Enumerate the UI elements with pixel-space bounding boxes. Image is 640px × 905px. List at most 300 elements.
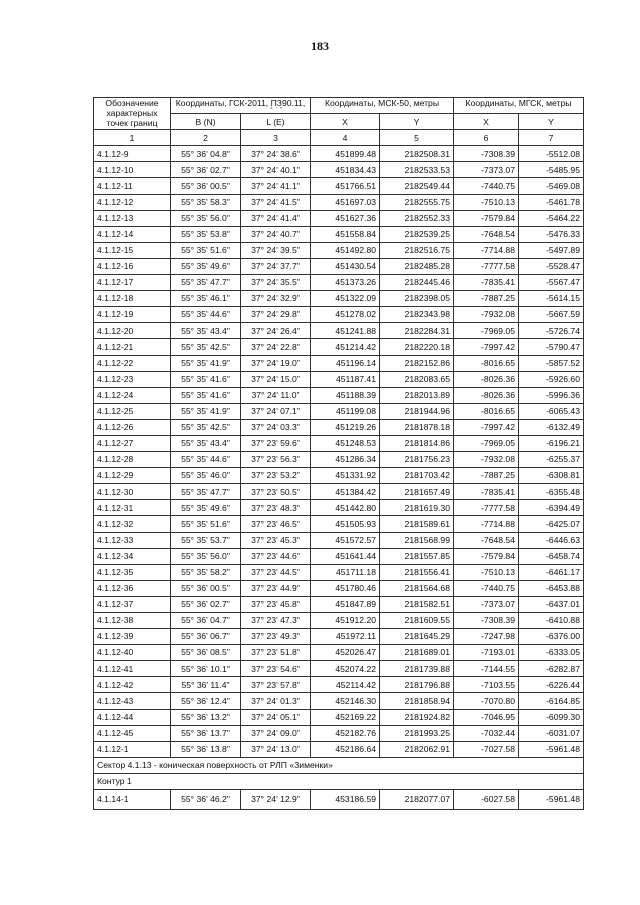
mgsk-x: -6027.58: [454, 790, 519, 810]
latitude-b: 55° 35' 41.6": [171, 387, 241, 403]
point-id: 4.1.12-41: [94, 661, 171, 677]
table-row: [94, 516, 584, 532]
msk-y: 2181619.30: [380, 500, 454, 516]
point-id: 4.1.12-14: [94, 226, 171, 242]
longitude-l: 37° 24' 41.4": [241, 210, 311, 226]
longitude-l: 37° 24' 41.5": [241, 194, 311, 210]
mgsk-x: -7510.13: [454, 564, 519, 580]
latitude-b: 55° 35' 44.6": [171, 452, 241, 468]
msk-x: 451505.93: [311, 516, 380, 532]
point-id: 4.1.12-24: [94, 387, 171, 403]
msk-x: 452026.47: [311, 645, 380, 661]
longitude-l: 37° 24' 41.1": [241, 178, 311, 194]
msk-y: 2181739.88: [380, 661, 454, 677]
msk-y: 2181703.42: [380, 468, 454, 484]
msk-x: 451248.53: [311, 435, 380, 451]
page-number: 183: [311, 39, 329, 53]
point-id: 4.1.12-30: [94, 484, 171, 500]
msk-y: 2182445.46: [380, 275, 454, 291]
longitude-l: 37° 23' 59.6": [241, 435, 311, 451]
header-num-7: 7: [519, 130, 584, 146]
latitude-b: 55° 35' 42.5": [171, 339, 241, 355]
longitude-l: 37° 24' 29.8": [241, 307, 311, 323]
mgsk-x: -7969.05: [454, 323, 519, 339]
mgsk-x: -7070.80: [454, 693, 519, 709]
table-row: [94, 596, 584, 612]
longitude-l: 37° 24' 15.0": [241, 371, 311, 387]
table-row: [94, 725, 584, 741]
point-id: 4.1.12-33: [94, 532, 171, 548]
latitude-b: 55° 36' 13.7": [171, 725, 241, 741]
longitude-l: 37° 24' 07.1": [241, 403, 311, 419]
msk-y: 2181557.85: [380, 548, 454, 564]
latitude-b: 55° 36' 10.1": [171, 661, 241, 677]
msk-x: 451847.89: [311, 596, 380, 612]
longitude-l: 37° 24' 19.0": [241, 355, 311, 371]
mgsk-x: -7579.84: [454, 548, 519, 564]
latitude-b: 55° 35' 46.1": [171, 291, 241, 307]
table-row: [94, 339, 584, 355]
latitude-b: 55° 35' 43.4": [171, 323, 241, 339]
table-row: [94, 532, 584, 548]
longitude-l: 37° 24' 35.5": [241, 275, 311, 291]
msk-y: 2182485.28: [380, 258, 454, 274]
latitude-b: 55° 35' 51.6": [171, 516, 241, 532]
msk-y: 2181657.49: [380, 484, 454, 500]
mgsk-y: -6394.49: [519, 500, 584, 516]
msk-y: 2182552.33: [380, 210, 454, 226]
msk-x: 451912.20: [311, 613, 380, 629]
msk-x: 451711.18: [311, 564, 380, 580]
mgsk-x: -7835.41: [454, 484, 519, 500]
latitude-b: 55° 35' 49.6": [171, 258, 241, 274]
mgsk-y: -6164.85: [519, 693, 584, 709]
header-gsk-coordinates: [171, 98, 311, 114]
table-row: [94, 484, 584, 500]
point-id: 4.1.12-19: [94, 307, 171, 323]
msk-y: 2181689.01: [380, 645, 454, 661]
msk-x: 451199.08: [311, 403, 380, 419]
mgsk-x: -8016.65: [454, 403, 519, 419]
msk-x: 451430.54: [311, 258, 380, 274]
mgsk-x: -8026.36: [454, 371, 519, 387]
latitude-b: 55° 35' 51.6": [171, 242, 241, 258]
mgsk-x: -7835.41: [454, 275, 519, 291]
mgsk-x: -7144.55: [454, 661, 519, 677]
table-header: [94, 98, 584, 146]
longitude-l: 37° 24' 38.6": [241, 146, 311, 162]
mgsk-x: -7714.88: [454, 242, 519, 258]
mgsk-y: -5464.22: [519, 210, 584, 226]
mgsk-y: -5726.74: [519, 323, 584, 339]
table-row: [94, 452, 584, 468]
mgsk-y: -6355.48: [519, 484, 584, 500]
table-row: [94, 677, 584, 693]
longitude-l: 37° 23' 54.6": [241, 661, 311, 677]
point-id: 4.1.12-23: [94, 371, 171, 387]
mgsk-x: -7027.58: [454, 741, 519, 757]
msk-y: 2181814.86: [380, 435, 454, 451]
table-row: [94, 741, 584, 757]
msk-x: 451384.42: [311, 484, 380, 500]
mgsk-y: -5567.47: [519, 275, 584, 291]
mgsk-x: -7648.54: [454, 226, 519, 242]
table-row: [94, 323, 584, 339]
point-id: 4.1.12-38: [94, 613, 171, 629]
longitude-l: 37° 24' 26.4": [241, 323, 311, 339]
longitude-l: 37° 24' 40.1": [241, 162, 311, 178]
msk-x: 451834.43: [311, 162, 380, 178]
longitude-l: 37° 23' 50.5": [241, 484, 311, 500]
msk-x: 451697.03: [311, 194, 380, 210]
msk-x: 451766.51: [311, 178, 380, 194]
msk-y: 2182062.91: [380, 741, 454, 757]
header-x-msk: X: [311, 114, 380, 130]
table-row: [94, 242, 584, 258]
header-num-3: 3: [241, 130, 311, 146]
msk-y: 2182077.07: [380, 790, 454, 810]
longitude-l: 37° 23' 44.5": [241, 564, 311, 580]
header-mgsk-coordinates: Координаты, МГСК, метры: [454, 98, 584, 114]
mgsk-y: -5528.47: [519, 258, 584, 274]
latitude-b: 55° 35' 53.8": [171, 226, 241, 242]
table-row: [94, 258, 584, 274]
table-row: [94, 403, 584, 419]
msk-y: 2181993.25: [380, 725, 454, 741]
mgsk-x: -7887.25: [454, 468, 519, 484]
header-gsk-units: ° ' ": [270, 107, 283, 113]
msk-y: 2181944.96: [380, 403, 454, 419]
msk-y: 2181756.23: [380, 452, 454, 468]
longitude-l: 37° 23' 51.8": [241, 645, 311, 661]
table-row: [94, 613, 584, 629]
table-row: [94, 371, 584, 387]
longitude-l: 37° 23' 46.5": [241, 516, 311, 532]
msk-y: 2182083.65: [380, 371, 454, 387]
mgsk-x: -7997.42: [454, 419, 519, 435]
latitude-b: 55° 35' 56.0": [171, 210, 241, 226]
header-y-mgsk: Y: [519, 114, 584, 130]
longitude-l: 37° 24' 22.8": [241, 339, 311, 355]
table-row: [94, 548, 584, 564]
msk-x: 451286.34: [311, 452, 380, 468]
msk-y: 2182284.31: [380, 323, 454, 339]
point-id: 4.1.12-37: [94, 596, 171, 612]
mgsk-x: -7373.07: [454, 596, 519, 612]
mgsk-x: -7579.84: [454, 210, 519, 226]
table-row: [94, 194, 584, 210]
table-row: [94, 291, 584, 307]
mgsk-y: -6099.30: [519, 709, 584, 725]
longitude-l: 37° 23' 53.2": [241, 468, 311, 484]
point-id: 4.1.12-29: [94, 468, 171, 484]
latitude-b: 55° 35' 41.9": [171, 355, 241, 371]
latitude-b: 55° 36' 13.2": [171, 709, 241, 725]
msk-y: 2182013.89: [380, 387, 454, 403]
header-point-designation: Обозначение характерных точек границ: [94, 98, 171, 130]
latitude-b: 55° 36' 06.7": [171, 629, 241, 645]
msk-y: 2182533.53: [380, 162, 454, 178]
latitude-b: 55° 36' 04.8": [171, 146, 241, 162]
point-id: 4.1.12-16: [94, 258, 171, 274]
sector-label: Сектор 4.1.13 - коническая поверхность от РЛП «Зименки»: [94, 757, 584, 773]
mgsk-y: -6461.17: [519, 564, 584, 580]
msk-x: 451187.41: [311, 371, 380, 387]
msk-x: 451373.26: [311, 275, 380, 291]
mgsk-y: -6376.00: [519, 629, 584, 645]
msk-x: 451322.09: [311, 291, 380, 307]
point-id: 4.1.12-45: [94, 725, 171, 741]
msk-x: 451331.92: [311, 468, 380, 484]
mgsk-x: -7932.08: [454, 452, 519, 468]
header-x-mgsk: X: [454, 114, 519, 130]
table-footer: [94, 757, 584, 809]
point-id: 4.1.12-15: [94, 242, 171, 258]
mgsk-x: -7510.13: [454, 194, 519, 210]
msk-x: 452182.76: [311, 725, 380, 741]
msk-y: 2181556.41: [380, 564, 454, 580]
point-id: 4.1.12-20: [94, 323, 171, 339]
point-id: 4.1.12-12: [94, 194, 171, 210]
mgsk-y: -5996.36: [519, 387, 584, 403]
table-row: [94, 661, 584, 677]
longitude-l: 37° 24' 11.0": [241, 387, 311, 403]
longitude-l: 37° 24' 39.5": [241, 242, 311, 258]
mgsk-y: -6132.49: [519, 419, 584, 435]
point-id: 4.1.14-1: [94, 790, 171, 810]
latitude-b: 55° 36' 00.5": [171, 580, 241, 596]
mgsk-x: -7997.42: [454, 339, 519, 355]
mgsk-y: -6446.63: [519, 532, 584, 548]
point-id: 4.1.12-28: [94, 452, 171, 468]
mgsk-x: -7777.58: [454, 258, 519, 274]
point-id: 4.1.12-39: [94, 629, 171, 645]
mgsk-y: -6333.05: [519, 645, 584, 661]
msk-y: 2182555.75: [380, 194, 454, 210]
msk-x: 451188.39: [311, 387, 380, 403]
mgsk-y: -5485.95: [519, 162, 584, 178]
contour-label: Контур 1: [94, 773, 584, 789]
table-row: [94, 500, 584, 516]
table-row: [94, 146, 584, 162]
table-row: [94, 162, 584, 178]
table-row: [94, 355, 584, 371]
mgsk-y: -6226.44: [519, 677, 584, 693]
point-id: 4.1.12-34: [94, 548, 171, 564]
mgsk-y: -6410.88: [519, 613, 584, 629]
mgsk-y: -5476.33: [519, 226, 584, 242]
msk-x: 451219.26: [311, 419, 380, 435]
msk-x: 451442.80: [311, 500, 380, 516]
latitude-b: 55° 36' 11.4": [171, 677, 241, 693]
longitude-l: 37° 24' 40.7": [241, 226, 311, 242]
longitude-l: 37° 24' 01.3": [241, 693, 311, 709]
latitude-b: 55° 35' 43.4": [171, 435, 241, 451]
msk-x: 451641.44: [311, 548, 380, 564]
longitude-l: 37° 23' 45.8": [241, 596, 311, 612]
msk-y: 2181564.68: [380, 580, 454, 596]
table-row: [94, 178, 584, 194]
table-row: [94, 629, 584, 645]
longitude-l: 37° 23' 48.3": [241, 500, 311, 516]
msk-x: 451780.46: [311, 580, 380, 596]
point-id: 4.1.12-42: [94, 677, 171, 693]
longitude-l: 37° 24' 05.1": [241, 709, 311, 725]
msk-y: 2182516.75: [380, 242, 454, 258]
mgsk-y: -6425.07: [519, 516, 584, 532]
msk-x: 451492.80: [311, 242, 380, 258]
header-gsk-title: Координаты, ГСК-2011, ПЗ90.11,: [175, 98, 306, 108]
mgsk-x: -7247.98: [454, 629, 519, 645]
latitude-b: 55° 35' 49.6": [171, 500, 241, 516]
point-id: 4.1.12-9: [94, 146, 171, 162]
latitude-b: 55° 36' 04.7": [171, 613, 241, 629]
table-row: [94, 709, 584, 725]
longitude-l: 37° 24' 03.3": [241, 419, 311, 435]
header-l: L (E): [241, 114, 311, 130]
longitude-l: 37° 23' 45.3": [241, 532, 311, 548]
table-row: [94, 307, 584, 323]
table-row: [94, 275, 584, 291]
table-row: [94, 387, 584, 403]
point-id: 4.1.12-31: [94, 500, 171, 516]
mgsk-x: -7193.01: [454, 645, 519, 661]
table-row: [94, 790, 584, 810]
latitude-b: 55° 35' 41.9": [171, 403, 241, 419]
msk-y: 2182549.44: [380, 178, 454, 194]
latitude-b: 55° 35' 58.3": [171, 194, 241, 210]
mgsk-x: -7440.75: [454, 178, 519, 194]
table-body: [94, 146, 584, 758]
msk-y: 2181568.99: [380, 532, 454, 548]
table-row: [94, 468, 584, 484]
header-b: B (N): [171, 114, 241, 130]
point-id: 4.1.12-35: [94, 564, 171, 580]
header-num-2: 2: [171, 130, 241, 146]
table-row: [94, 226, 584, 242]
msk-y: 2181589.61: [380, 516, 454, 532]
latitude-b: 55° 35' 53.7": [171, 532, 241, 548]
mgsk-y: -5614.15: [519, 291, 584, 307]
latitude-b: 55° 35' 56.0": [171, 548, 241, 564]
msk-y: 2182539.25: [380, 226, 454, 242]
mgsk-x: -7308.39: [454, 613, 519, 629]
msk-x: 451214.42: [311, 339, 380, 355]
mgsk-y: -6196.21: [519, 435, 584, 451]
msk-y: 2181645.29: [380, 629, 454, 645]
point-id: 4.1.12-13: [94, 210, 171, 226]
latitude-b: 55° 36' 00.5": [171, 178, 241, 194]
mgsk-y: -6065.43: [519, 403, 584, 419]
msk-y: 2181924.82: [380, 709, 454, 725]
mgsk-x: -7932.08: [454, 307, 519, 323]
table-row: [94, 435, 584, 451]
mgsk-y: -5790.47: [519, 339, 584, 355]
header-y-msk: Y: [380, 114, 454, 130]
point-id: 4.1.12-44: [94, 709, 171, 725]
latitude-b: 55° 35' 47.7": [171, 484, 241, 500]
longitude-l: 37° 23' 49.3": [241, 629, 311, 645]
point-id: 4.1.12-11: [94, 178, 171, 194]
table-row: [94, 693, 584, 709]
mgsk-y: -5461.78: [519, 194, 584, 210]
point-id: 4.1.12-1: [94, 741, 171, 757]
table-row: [94, 564, 584, 580]
latitude-b: 55° 36' 46.2": [171, 790, 241, 810]
msk-x: 451278.02: [311, 307, 380, 323]
table-row: [94, 419, 584, 435]
mgsk-x: -7046.95: [454, 709, 519, 725]
msk-x: 452186.64: [311, 741, 380, 757]
longitude-l: 37° 24' 32.9": [241, 291, 311, 307]
longitude-l: 37° 24' 09.0": [241, 725, 311, 741]
table-row: [94, 645, 584, 661]
mgsk-y: -6437.01: [519, 596, 584, 612]
msk-y: 2181858.94: [380, 693, 454, 709]
longitude-l: 37° 24' 13.0": [241, 741, 311, 757]
mgsk-y: -5469.08: [519, 178, 584, 194]
mgsk-y: -5961.48: [519, 790, 584, 810]
msk-y: 2182398.05: [380, 291, 454, 307]
longitude-l: 37° 23' 44.9": [241, 580, 311, 596]
latitude-b: 55° 35' 42.5": [171, 419, 241, 435]
header-num-4: 4: [311, 130, 380, 146]
mgsk-x: -7440.75: [454, 580, 519, 596]
mgsk-y: -5667.59: [519, 307, 584, 323]
latitude-b: 55° 36' 08.5": [171, 645, 241, 661]
mgsk-x: -7032.44: [454, 725, 519, 741]
point-id: 4.1.12-36: [94, 580, 171, 596]
msk-x: 451241.88: [311, 323, 380, 339]
latitude-b: 55° 36' 13.8": [171, 741, 241, 757]
mgsk-x: -8016.65: [454, 355, 519, 371]
point-id: 4.1.12-17: [94, 275, 171, 291]
longitude-l: 37° 23' 44.6": [241, 548, 311, 564]
msk-x: 452114.42: [311, 677, 380, 693]
mgsk-x: -7648.54: [454, 532, 519, 548]
longitude-l: 37° 24' 37.7": [241, 258, 311, 274]
point-id: 4.1.12-32: [94, 516, 171, 532]
latitude-b: 55° 35' 46.0": [171, 468, 241, 484]
point-id: 4.1.12-43: [94, 693, 171, 709]
mgsk-x: -8026.36: [454, 387, 519, 403]
point-id: 4.1.12-22: [94, 355, 171, 371]
point-id: 4.1.12-26: [94, 419, 171, 435]
msk-x: 451899.48: [311, 146, 380, 162]
msk-x: 451972.11: [311, 629, 380, 645]
mgsk-y: -6458.74: [519, 548, 584, 564]
header-num-5: 5: [380, 130, 454, 146]
msk-x: 452074.22: [311, 661, 380, 677]
msk-x: 452146.30: [311, 693, 380, 709]
mgsk-x: -7887.25: [454, 291, 519, 307]
longitude-l: 37° 23' 57.8": [241, 677, 311, 693]
latitude-b: 55° 36' 02.7": [171, 162, 241, 178]
mgsk-y: -6308.81: [519, 468, 584, 484]
mgsk-x: -7308.39: [454, 146, 519, 162]
latitude-b: 55° 36' 02.7": [171, 596, 241, 612]
msk-y: 2182220.18: [380, 339, 454, 355]
msk-y: 2181609.55: [380, 613, 454, 629]
msk-x: 451558.84: [311, 226, 380, 242]
point-id: 4.1.12-18: [94, 291, 171, 307]
mgsk-y: -6453.88: [519, 580, 584, 596]
header-num-6: 6: [454, 130, 519, 146]
mgsk-x: -7103.55: [454, 677, 519, 693]
msk-y: 2182152.86: [380, 355, 454, 371]
longitude-l: 37° 23' 47.3": [241, 613, 311, 629]
mgsk-y: -5926.60: [519, 371, 584, 387]
